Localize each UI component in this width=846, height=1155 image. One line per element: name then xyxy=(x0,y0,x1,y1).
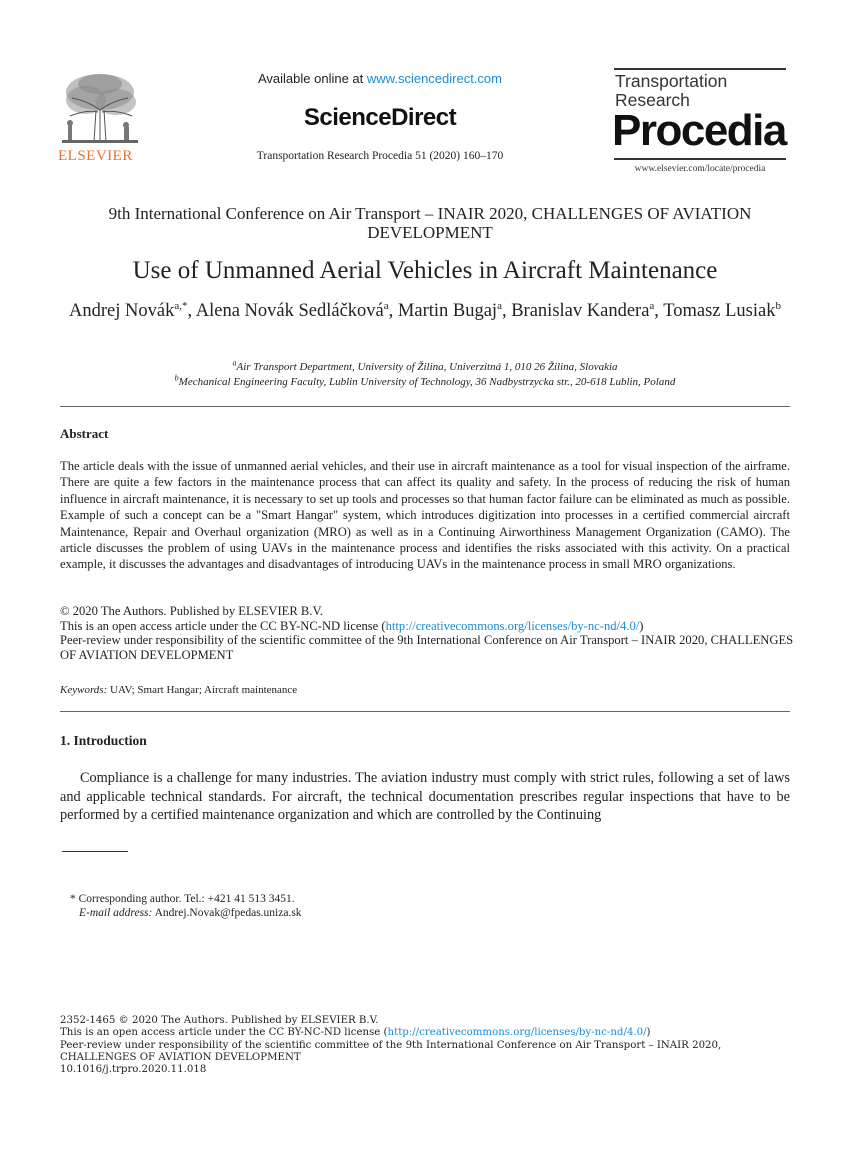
author-name: Tomasz Lusiak xyxy=(663,301,776,321)
author-affil-sup: a xyxy=(649,299,655,312)
logo-top-rule xyxy=(614,68,786,70)
paper-title: Use of Unmanned Aerial Vehicles in Aircraft Maintenance xyxy=(132,257,718,284)
author-affil-sup: a xyxy=(383,299,389,312)
email-address[interactable]: Andrej.Novak@fpedas.uniza.sk xyxy=(152,907,302,919)
available-online xyxy=(200,71,560,86)
sciencedirect-wordmark: ScienceDirect xyxy=(303,104,457,131)
abstract-body: The article deals with the issue of unmanned aerial vehicles, and their use in aircraft maintenance as a tool for visual inspection of the airframe. There are quite a few factors in the maintenance process that can affect its quality and safety. In the process of reducing the risk of human influence in aircraft maintenance, it is necessary to set up tools and processes so that human factor failure can be eliminated as much as possible. Example of such a concept can be a "Smart Hangar" system, which introduces digitization into processes in a certified commercial aircraft Maintenance, Repair and Overhaul organization (MRO) as well as in a Continuing Airworthiness Management Organization (CAMO). The article discusses the problem of using UAVs in the maintenance process and identifies the risks associated with this activity. On a practical example, it discusses the advantages and disadvantages of introducing UAVs in the maintenance process in small MRO organizations. xyxy=(60,459,790,572)
peer-review-line: Peer-review under responsibility of the scientific committee of the 9th International Conference on Air Transport – INAIR 2020, CHALLENGES OF AVIATION DEVELOPMENT xyxy=(60,633,794,662)
logo-line-transportation: Transportation xyxy=(615,71,728,91)
author-affil-sup: b xyxy=(775,299,781,312)
keywords xyxy=(60,684,790,696)
bottom-license-prefix: This is an open access article under the CC BY-NC-ND license ( xyxy=(60,1027,388,1039)
transportation-research-procedia-logo xyxy=(612,68,788,180)
affiliations xyxy=(60,360,790,390)
elsevier-wordmark: ELSEVIER xyxy=(58,148,133,164)
author-affil-sup: a xyxy=(497,299,502,312)
abstract-divider xyxy=(60,711,790,712)
author-affil-sup: a, xyxy=(174,299,182,312)
affil-sup: b xyxy=(174,373,179,383)
sciencedirect-link[interactable]: www.sciencedirect.com xyxy=(366,71,502,86)
author-sep: , xyxy=(501,301,512,321)
author-sep: , xyxy=(654,301,664,321)
bottom-peer-review: Peer-review under responsibility of the scientific committee of the 9th International Conference on Air Transport – INAIR 2020, CHALLENGES OF AVIATION DEVELOPMENT xyxy=(60,1039,722,1063)
elsevier-tree-icon xyxy=(56,70,144,148)
logo-url[interactable]: www.elsevier.com/locate/procedia xyxy=(634,164,766,174)
footnote-rule xyxy=(62,851,128,852)
author-sep: , xyxy=(187,301,196,321)
keywords-text: UAV; Smart Hangar; Aircraft maintenance xyxy=(107,684,298,696)
copyright-line: © 2020 The Authors. Published by ELSEVIER B.V. xyxy=(60,604,324,618)
license-link[interactable]: http://creativecommons.org/licenses/by-nc-nd/4.0/ xyxy=(385,618,640,633)
introduction-heading: 1. Introduction xyxy=(60,733,147,748)
logo-bottom-rule xyxy=(614,158,786,160)
available-prefix: Available online at xyxy=(257,71,367,86)
conference-name: 9th International Conference on Air Transport – INAIR 2020, CHALLENGES OF AVIATION DEVELOPMENT xyxy=(108,204,752,242)
bottom-license-link[interactable]: http://creativecommons.org/licenses/by-nc-nd/4.0/ xyxy=(387,1027,647,1039)
bottom-license-suffix: ) xyxy=(646,1027,651,1039)
author-list xyxy=(55,299,795,323)
author-name: Andrej Novák xyxy=(69,301,175,321)
email-label: E-mail address: xyxy=(79,907,153,919)
logo-procedia: Procedia xyxy=(612,106,786,155)
affil-text: Air Transport Department, University of Žilina, Univerzitná 1, 010 26 Žilina, Slovakia xyxy=(236,361,618,373)
affil-sup: a xyxy=(232,358,237,368)
corresponding-star[interactable]: * xyxy=(182,299,188,312)
bottom-license-line xyxy=(60,1027,800,1039)
corresponding-author-note: * Corresponding author. Tel.: +421 41 513 3451. xyxy=(70,893,295,905)
license-suffix: ) xyxy=(639,618,644,633)
elsevier-logo xyxy=(56,70,144,162)
footnote xyxy=(70,892,770,920)
license-line xyxy=(60,619,800,634)
email-note xyxy=(70,906,770,920)
doi[interactable]: 10.1016/j.trpro.2020.11.018 xyxy=(60,1064,207,1076)
issn-line: 2352-1465 © 2020 The Authors. Published by ELSEVIER B.V. xyxy=(60,1015,379,1026)
affiliation-a xyxy=(60,360,790,375)
bottom-copyright-block xyxy=(60,1015,800,1076)
affil-text: Mechanical Engineering Faculty, Lublin University of Technology, 36 Nadbystrzycka str., 20-618 Lublin, Poland xyxy=(178,376,676,388)
author-name: Alena Novák Sedláčková xyxy=(195,301,384,321)
affiliation-b xyxy=(60,375,790,390)
introduction-body: Compliance is a challenge for many industries. The aviation industry must comply with strict rules, following a set of laws and applicable technical standards. For aircraft, the technical documentation prescribes regular inspections that have to be performed by a certified maintenance organization and which are controlled by the Continuing xyxy=(60,770,790,823)
author-sep: , xyxy=(388,301,398,321)
author-name: Branislav Kandera xyxy=(511,301,650,321)
abstract-heading: Abstract xyxy=(60,426,109,441)
license-prefix: This is an open access article under the CC BY-NC-ND license ( xyxy=(60,618,386,633)
logo-line-research: Research xyxy=(615,90,690,110)
author-name: Martin Bugaj xyxy=(397,301,498,321)
copyright-block xyxy=(60,604,800,662)
keywords-label: Keywords: xyxy=(60,684,108,696)
journal-reference: Transportation Research Procedia 51 (2020) 160–170 xyxy=(256,150,504,162)
header-divider xyxy=(60,406,790,407)
